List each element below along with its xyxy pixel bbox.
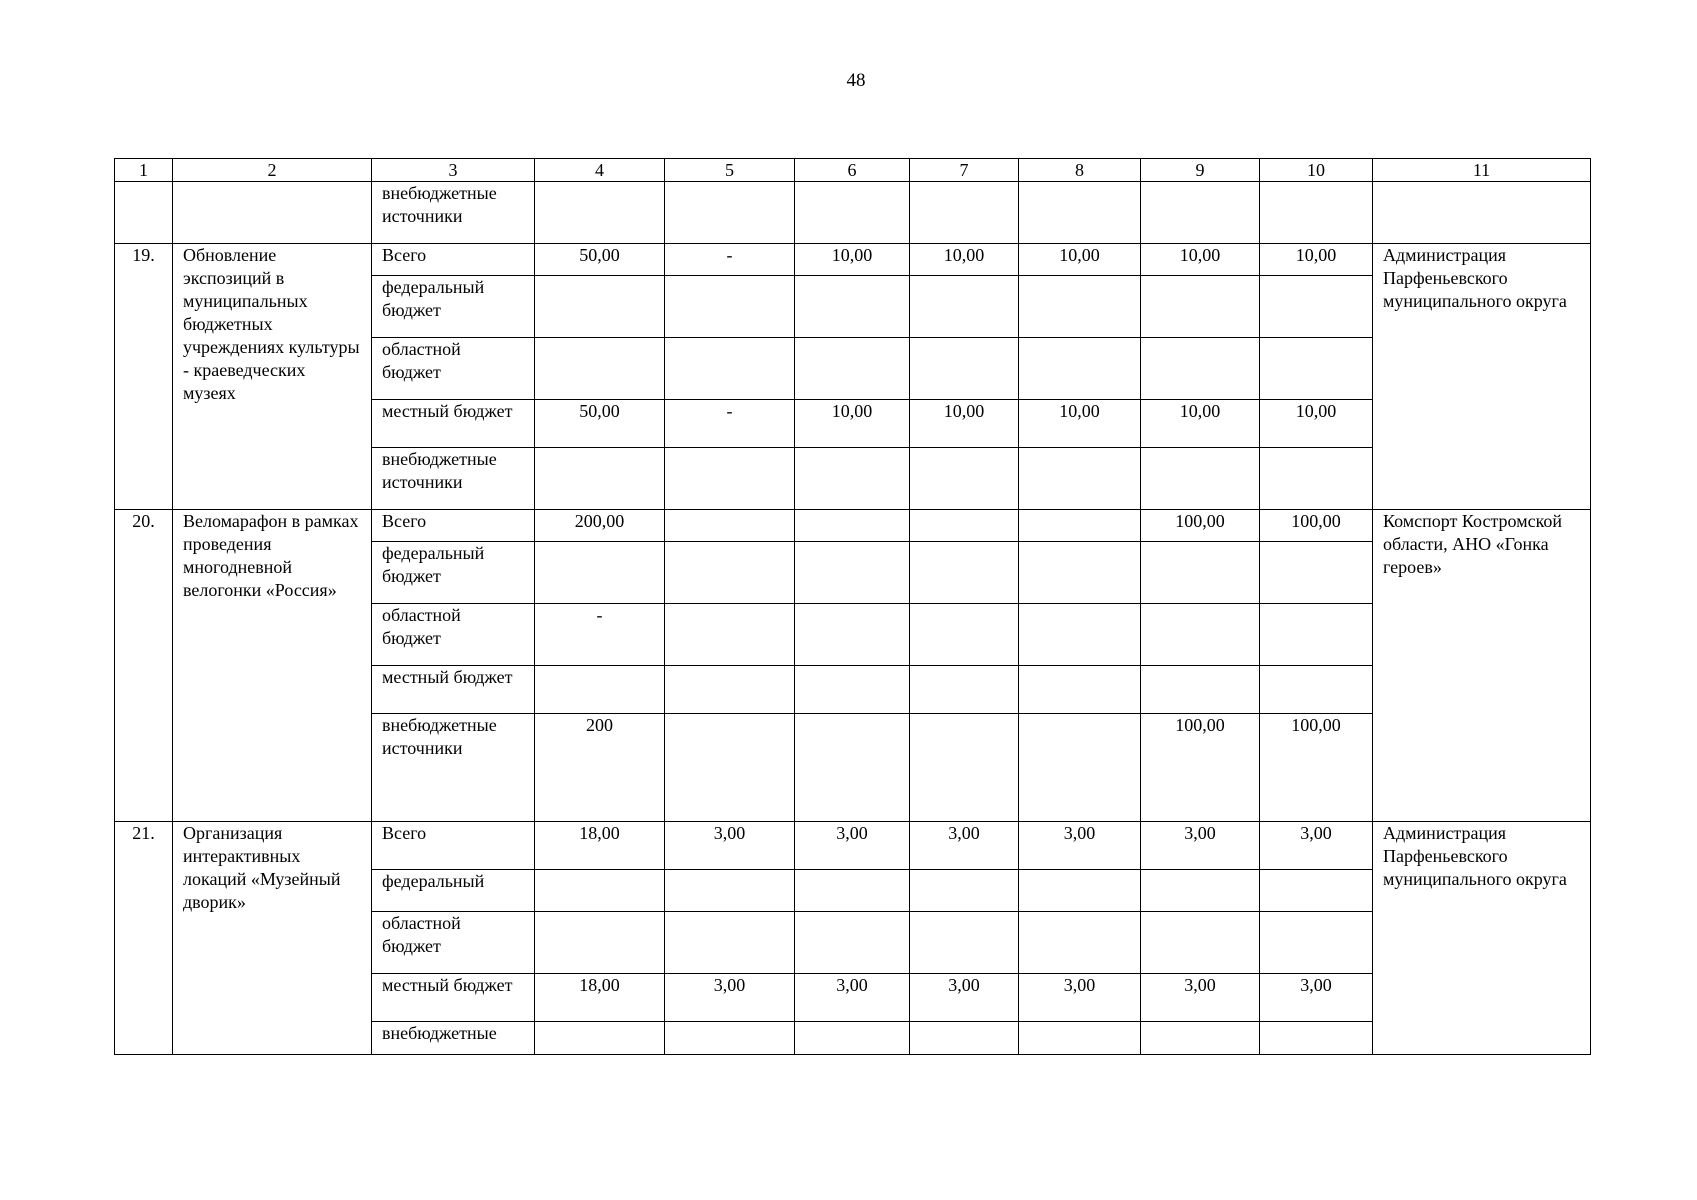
amount-cell	[1019, 714, 1141, 822]
amount-cell	[665, 510, 795, 542]
amount-cell	[1141, 338, 1260, 400]
amount-cell: 10,00	[1019, 400, 1141, 448]
continuation-row	[115, 182, 1591, 244]
amount-cell	[665, 448, 795, 510]
amount-cell: 50,00	[535, 400, 665, 448]
table-cell	[910, 182, 1019, 244]
amount-cell: 3,00	[1019, 822, 1141, 870]
table-cell	[1019, 182, 1141, 244]
amount-cell	[665, 912, 795, 974]
amount-cell	[1019, 912, 1141, 974]
table-cell	[795, 182, 910, 244]
table-row	[115, 822, 1591, 870]
amount-cell	[910, 510, 1019, 542]
amount-cell: 50,00	[535, 244, 665, 276]
amount-cell: 100,00	[1141, 714, 1260, 822]
item-number: 19.	[115, 244, 173, 510]
amount-cell: 10,00	[1141, 244, 1260, 276]
amount-cell	[535, 542, 665, 604]
amount-cell: 10,00	[1019, 244, 1141, 276]
amount-cell: -	[535, 604, 665, 666]
amount-cell	[1019, 542, 1141, 604]
amount-cell	[795, 604, 910, 666]
funding-source: внебюджетные источники	[372, 448, 535, 510]
amount-cell: 18,00	[535, 822, 665, 870]
amount-cell	[910, 912, 1019, 974]
amount-cell: 10,00	[1141, 400, 1260, 448]
funding-source: федеральный бюджет	[372, 542, 535, 604]
amount-cell	[910, 338, 1019, 400]
amount-cell	[535, 338, 665, 400]
amount-cell	[535, 666, 665, 714]
amount-cell	[910, 870, 1019, 912]
amount-cell	[1260, 542, 1373, 604]
amount-cell	[1019, 666, 1141, 714]
amount-cell: -	[665, 400, 795, 448]
amount-cell	[1141, 870, 1260, 912]
item-name: Веломарафон в рамках проведения многодневной велогонки «Россия»	[173, 510, 372, 822]
amount-cell	[535, 448, 665, 510]
amount-cell	[665, 1022, 795, 1055]
amount-cell	[535, 276, 665, 338]
item-name: Обновление экспозиций в муниципальных бюджетных учреждениях культуры - краеведческих музеях	[173, 244, 372, 510]
table-cell	[173, 182, 372, 244]
amount-cell	[795, 338, 910, 400]
table-cell	[1260, 182, 1373, 244]
amount-cell	[1141, 666, 1260, 714]
funding-source: местный бюджет	[372, 666, 535, 714]
amount-cell	[795, 666, 910, 714]
table-row	[115, 510, 1591, 542]
amount-cell	[795, 542, 910, 604]
amount-cell	[1019, 338, 1141, 400]
amount-cell	[910, 714, 1019, 822]
amount-cell	[1141, 542, 1260, 604]
funding-source: внебюджетные источники	[372, 182, 535, 244]
amount-cell	[1019, 276, 1141, 338]
amount-cell: 3,00	[910, 822, 1019, 870]
funding-source: федеральный бюджет	[372, 276, 535, 338]
budget-table	[114, 158, 1591, 1055]
amount-cell	[535, 870, 665, 912]
amount-cell	[665, 542, 795, 604]
column-number: 2	[173, 159, 372, 182]
funding-source: местный бюджет	[372, 974, 535, 1022]
amount-cell: 3,00	[665, 822, 795, 870]
funding-source: областной бюджет	[372, 338, 535, 400]
column-number: 9	[1141, 159, 1260, 182]
amount-cell	[1019, 604, 1141, 666]
amount-cell	[1260, 912, 1373, 974]
amount-cell	[795, 276, 910, 338]
amount-cell	[1141, 276, 1260, 338]
funding-source: местный бюджет	[372, 400, 535, 448]
executor: Администрация Парфеньевского муниципального округа	[1373, 244, 1591, 510]
amount-cell: 3,00	[1141, 822, 1260, 870]
amount-cell: 18,00	[535, 974, 665, 1022]
column-number: 11	[1373, 159, 1591, 182]
funding-source: внебюджетные	[372, 1022, 535, 1055]
item-number: 21.	[115, 822, 173, 1055]
amount-cell	[795, 510, 910, 542]
amount-cell: 3,00	[1260, 974, 1373, 1022]
amount-cell: 3,00	[1260, 822, 1373, 870]
amount-cell	[795, 870, 910, 912]
amount-cell	[665, 666, 795, 714]
page-number: 48	[846, 70, 866, 91]
amount-cell	[665, 870, 795, 912]
amount-cell	[1019, 870, 1141, 912]
funding-source: Всего	[372, 510, 535, 542]
amount-cell	[910, 666, 1019, 714]
amount-cell: 10,00	[1260, 400, 1373, 448]
item-number: 20.	[115, 510, 173, 822]
amount-cell	[1141, 912, 1260, 974]
table-cell	[1141, 182, 1260, 244]
funding-source: Всего	[372, 244, 535, 276]
amount-cell	[795, 714, 910, 822]
funding-source: федеральный	[372, 870, 535, 912]
amount-cell	[1260, 1022, 1373, 1055]
item-name: Организация интерактивных локаций «Музейный дворик»	[173, 822, 372, 1055]
amount-cell: 10,00	[910, 400, 1019, 448]
amount-cell	[1260, 338, 1373, 400]
table-cell	[665, 182, 795, 244]
amount-cell: 3,00	[1141, 974, 1260, 1022]
amount-cell	[795, 912, 910, 974]
amount-cell	[535, 1022, 665, 1055]
executor: Администрация Парфеньевского муниципального округа	[1373, 822, 1591, 1055]
funding-source: областной бюджет	[372, 604, 535, 666]
amount-cell: 3,00	[795, 822, 910, 870]
amount-cell	[795, 1022, 910, 1055]
table-cell	[1373, 182, 1591, 244]
amount-cell	[535, 912, 665, 974]
amount-cell	[1141, 1022, 1260, 1055]
column-number: 8	[1019, 159, 1141, 182]
amount-cell: 3,00	[795, 974, 910, 1022]
amount-cell	[1260, 448, 1373, 510]
amount-cell	[795, 448, 910, 510]
column-number: 5	[665, 159, 795, 182]
amount-cell	[665, 714, 795, 822]
amount-cell: 3,00	[910, 974, 1019, 1022]
column-number: 7	[910, 159, 1019, 182]
amount-cell	[665, 338, 795, 400]
amount-cell	[1019, 448, 1141, 510]
amount-cell	[1260, 604, 1373, 666]
amount-cell: 10,00	[910, 244, 1019, 276]
table-row	[115, 244, 1591, 276]
amount-cell	[910, 542, 1019, 604]
amount-cell	[1260, 870, 1373, 912]
amount-cell	[1260, 276, 1373, 338]
amount-cell	[1019, 1022, 1141, 1055]
amount-cell: 100,00	[1260, 714, 1373, 822]
executor: Комспорт Костромской области, АНО «Гонка героев»	[1373, 510, 1591, 822]
amount-cell	[910, 448, 1019, 510]
funding-source: внебюджетные источники	[372, 714, 535, 822]
column-number: 1	[115, 159, 173, 182]
column-number: 10	[1260, 159, 1373, 182]
amount-cell	[665, 276, 795, 338]
amount-cell: 200,00	[535, 510, 665, 542]
amount-cell: 3,00	[1019, 974, 1141, 1022]
amount-cell	[1260, 666, 1373, 714]
amount-cell	[1141, 604, 1260, 666]
amount-cell	[910, 1022, 1019, 1055]
column-number: 6	[795, 159, 910, 182]
column-number: 3	[372, 159, 535, 182]
amount-cell: 200	[535, 714, 665, 822]
amount-cell: 100,00	[1260, 510, 1373, 542]
amount-cell	[1019, 510, 1141, 542]
amount-cell	[665, 604, 795, 666]
funding-source: областной бюджет	[372, 912, 535, 974]
amount-cell: 10,00	[795, 244, 910, 276]
column-number: 4	[535, 159, 665, 182]
amount-cell: -	[665, 244, 795, 276]
amount-cell: 10,00	[1260, 244, 1373, 276]
table-cell	[535, 182, 665, 244]
funding-source: Всего	[372, 822, 535, 870]
amount-cell: 3,00	[665, 974, 795, 1022]
table-cell	[115, 182, 173, 244]
column-numbers-row	[115, 159, 1591, 182]
amount-cell: 100,00	[1141, 510, 1260, 542]
amount-cell	[910, 604, 1019, 666]
amount-cell: 10,00	[795, 400, 910, 448]
amount-cell	[910, 276, 1019, 338]
amount-cell	[1141, 448, 1260, 510]
